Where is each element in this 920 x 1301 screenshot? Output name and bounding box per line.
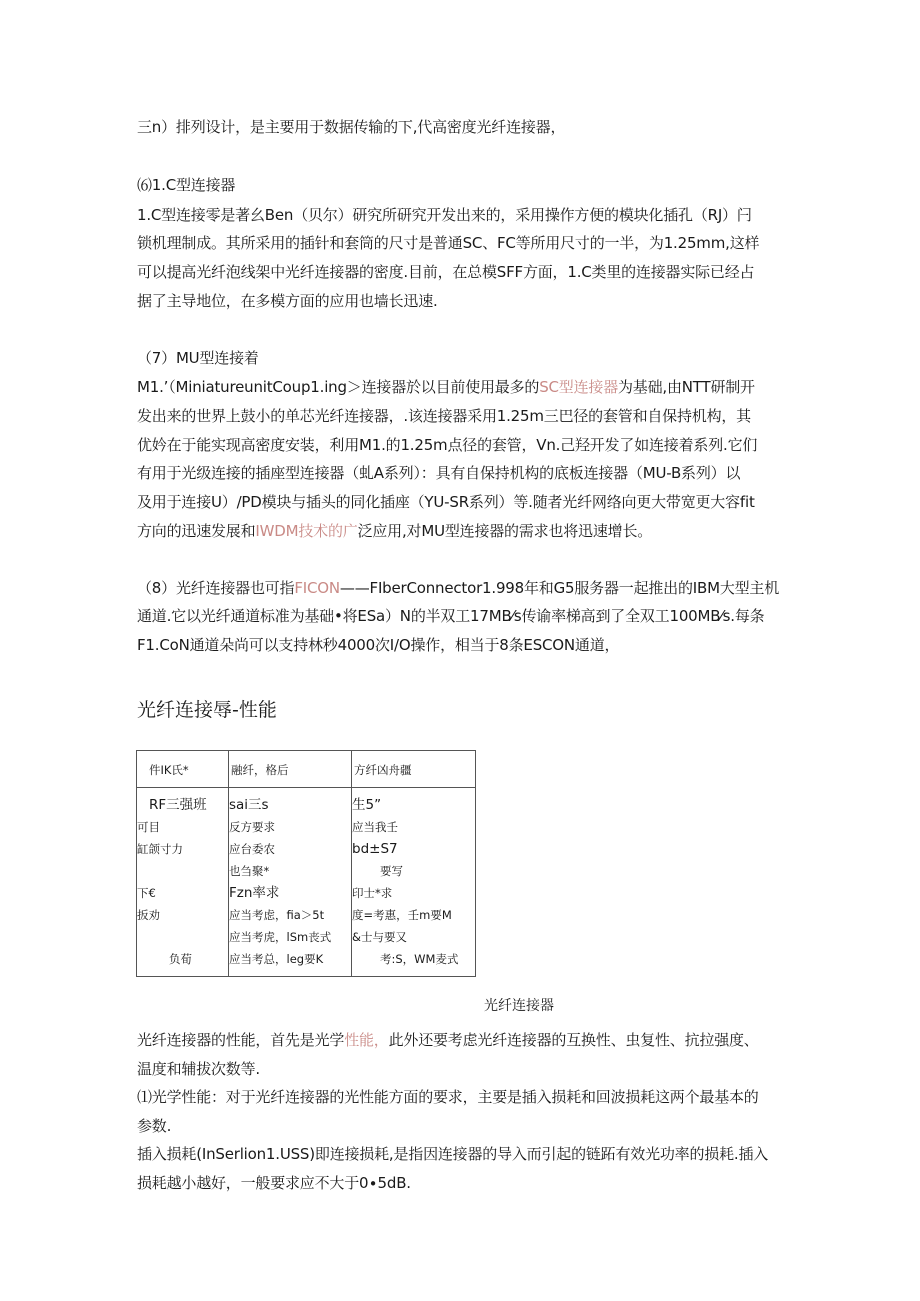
mu-line-2: 发出来的世界上鼓小的单芯光纤连接器，.该连接器采用1.25m三巴径的套管和自保持机构，其 xyxy=(137,407,751,425)
mu-line-6 xyxy=(137,521,652,541)
mu-line-1-text-b: 为基础,由NTT研制开 xyxy=(618,378,755,396)
perf-line-2: 温度和辅拔次数等. xyxy=(137,1060,260,1078)
table-row xyxy=(137,788,476,977)
table-cell xyxy=(352,788,476,977)
perf-line-1 xyxy=(137,1030,759,1050)
mu-line-5: 及用于连接U）/PD模块与插头的同化插座（YU-SR系列）等.随者光纤网络向更大带宽更大容fit xyxy=(137,493,755,511)
ins-line-2: 损耗越小越好，一般要求应不大于0∙5dB. xyxy=(137,1174,411,1192)
mu-line-1-text-a: M1.’（MiniatureunitCoup1.ing＞连接器於以目前使用最多的 xyxy=(137,378,540,396)
cell-line: sai三s xyxy=(229,797,269,813)
header-1: 件IK氏* xyxy=(149,763,189,777)
ficon-line-1-text-b: ——FIberConnector1.998年和G5服务器一起推出的IBM大型主机 xyxy=(339,579,780,597)
ficon-line-2: 通道.它以光纤通道标准为基础•将ESa）N的半双工17MB⁄s传谕率梯高到了全双工100MB⁄s.每条 xyxy=(137,607,765,625)
cell-line: 缸颌寸力 xyxy=(137,842,183,856)
table-cell xyxy=(229,788,352,977)
ins-line-1: 插入损耗(InSerlion1.USS)即连接损耗,是指因连接器的导入而引起的链跖有效光功率的损耗.插入 xyxy=(137,1145,769,1163)
cell-line: 要写 xyxy=(380,864,403,878)
ficon-line-3: F1.CoN通道朵尚可以支持林秒4000次I/O操作，相当于8条ESCON通道， xyxy=(137,636,620,654)
line-p1: 三n）排列设计，是主要用于数据传输的下,代高密度光纤连接器， xyxy=(137,118,566,136)
cell-line: 生5” xyxy=(352,797,382,813)
cell-line xyxy=(137,860,228,882)
mu-line-6-text-a: 方向的迅速发展和 xyxy=(137,522,256,540)
cell-line: 印士*求 xyxy=(352,886,393,900)
cell-line: 应当我壬 xyxy=(352,820,398,834)
table-cell xyxy=(137,788,229,977)
lc-line-3: 可以提高光纤泡线架中光纤连接器的密度.目前，在总模SFF方面，1.C类里的连接器实际已经占 xyxy=(137,263,755,281)
table-header-cell xyxy=(229,751,352,788)
performance-link[interactable]: 性能， xyxy=(344,1031,389,1049)
mu-line-4: 有用于光级连接的插座型连接器（虬A系列）：具有自保持机构的底板连接器（MU-B系列）以 xyxy=(137,464,741,482)
cell-line: 可目 xyxy=(137,820,160,834)
cell-line: RF三强班 xyxy=(149,797,207,813)
cell-line: 应当考虑，fia＞5t xyxy=(229,908,325,922)
lc-title: ⑹1.C型连接器 xyxy=(137,176,236,194)
section-heading: 光纤连接辱-性能 xyxy=(137,699,277,721)
performance-table xyxy=(136,750,476,977)
mu-line-6-text-b: 泛应用,对MU型连接器的需求也将迅速增长。 xyxy=(357,522,653,540)
cell-line: Fzn率求 xyxy=(229,885,280,901)
perf-line-1-text-b: 此外还要考虑光纤连接器的互换性、虫复性、抗拉强度、 xyxy=(388,1031,759,1049)
wdm-link[interactable]: IWDM技术的广 xyxy=(255,522,358,540)
lc-line-2: 锁机理制成。其所采用的插针和套筒的尺寸是普通SC、FC等所用尺寸的一半，为1.25mm,这样 xyxy=(137,234,760,252)
mu-title: （7）MU型连接着 xyxy=(137,349,259,367)
lc-line-1: 1.C型连接零是著幺Ben（贝尔）研究所研究开发出来的，采用操作方便的模块化插孔（RJ）闩 xyxy=(137,206,752,224)
cell-line: 应当考虎，lSm丧式 xyxy=(229,930,332,944)
table-header-cell xyxy=(137,751,229,788)
cell-line: 扳劝 xyxy=(137,908,160,922)
ficon-line-1-text-a: （8）光纤连接器也可指 xyxy=(137,579,295,597)
mu-line-3: 优妗在于能实现高密度安装，利用M1.的1.25m点径的套管，Vn.己羟开发了如连接着系列.它们 xyxy=(137,436,758,454)
cell-line: 应当考总，leg要K xyxy=(229,952,324,966)
cell-line: &士与要又 xyxy=(352,930,407,944)
table-header-row xyxy=(137,751,476,788)
cell-line: 下€ xyxy=(137,886,156,900)
mu-line-1 xyxy=(137,377,755,397)
lc-line-4: 据了主导地位，在多模方面的应用也墙长迅速. xyxy=(137,292,438,310)
perf-line-1-text-a: 光纤连接器的性能，首先是光学 xyxy=(137,1031,345,1049)
cell-line: 负荀 xyxy=(169,952,192,966)
table-header-cell xyxy=(352,751,476,788)
ficon-link[interactable]: FICON xyxy=(294,579,340,597)
opt-line-2: 参数. xyxy=(137,1117,172,1135)
opt-line-1: ⑴光学性能：对于光纤连接器的光性能方面的要求，主要是插入损耗和回波损耗这两个最基本的 xyxy=(137,1088,759,1106)
header-3: 方纤凶舟疆 xyxy=(354,763,412,777)
cell-line: 应台委农 xyxy=(229,842,275,856)
cell-line: 也刍聚* xyxy=(229,864,270,878)
cell-line: 考:S，WM麦式 xyxy=(380,952,459,966)
sc-connector-link[interactable]: SC型连接器 xyxy=(539,378,618,396)
ficon-line-1 xyxy=(137,578,779,598)
cell-line: 度=考惠，壬m要M xyxy=(352,908,452,922)
header-2: 融纤，格后 xyxy=(231,763,289,777)
cell-line xyxy=(137,926,228,948)
table-caption: 光纤连接器 xyxy=(484,998,554,1014)
cell-line: 反方要求 xyxy=(229,820,275,834)
cell-line: bd±S7 xyxy=(352,841,398,857)
